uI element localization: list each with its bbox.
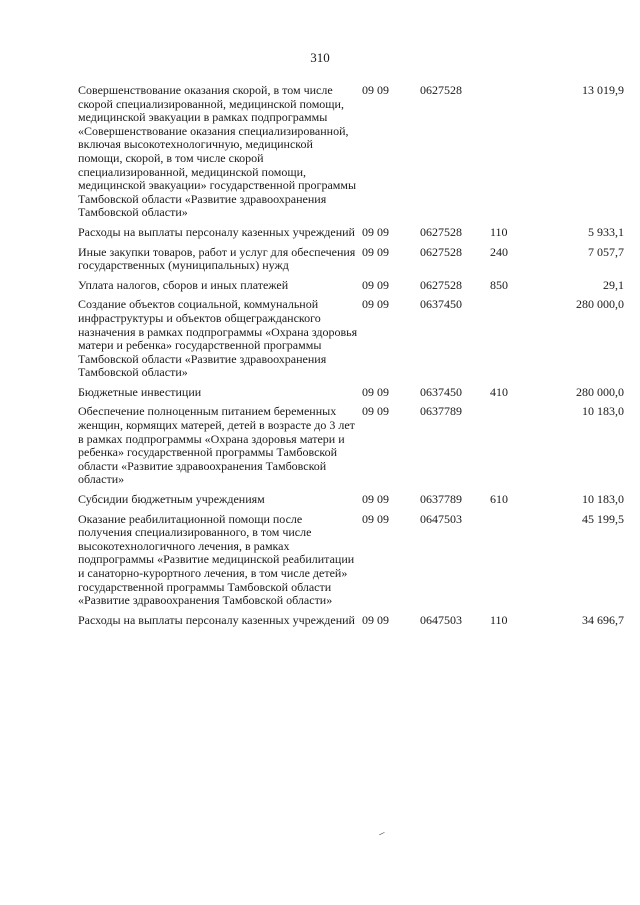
row-name: Совершенствование оказания скорой, в том числе скорой специализированной, медицинской помощи, медицинской эвакуации в рамках подпрограммы «Совершенствование оказания специализированной, включая высокотехнологичную, медицинской помощи, скорой, в том числе скорой специализированной, медицинской помощи, медицинской эвакуации» государственной программы Тамбовской области «Развитие здравоохранения Тамбовской области» [78, 83, 357, 220]
row-amount: 10 183,0 [582, 492, 624, 507]
table-row [78, 405, 624, 493]
row-section-code: 09 09 [362, 277, 389, 292]
row-amount: 45 199,5 [582, 511, 624, 526]
row-expense-type: 610 [490, 492, 508, 507]
budget-table-body [78, 84, 624, 633]
row-amount: 10 183,0 [582, 404, 624, 419]
row-name: Обеспечение полноценным питанием беременных женщин, кормящих матерей, детей в возрасте до 3 лет в рамках подпрограммы «Охрана здоровья матери и ребенка» государственной программы Тамбовской области «Развитие здравоохранения Тамбовской области» [78, 404, 355, 487]
row-target-code: 0637450 [420, 297, 462, 312]
row-target-code: 0627528 [420, 244, 462, 259]
row-amount: 13 019,9 [582, 83, 624, 97]
table-row [78, 386, 624, 406]
row-expense-type [490, 513, 524, 614]
row-section-code: 09 09 [362, 384, 389, 399]
table-row [78, 84, 624, 226]
row-name: Уплата налогов, сборов и иных платежей [78, 277, 289, 292]
row-target-code: 0637450 [420, 384, 462, 399]
row-section-code: 09 09 [362, 224, 389, 239]
row-section-code: 09 09 [362, 511, 389, 526]
row-expense-type: 110 [490, 224, 508, 239]
row-amount: 29,1 [603, 277, 624, 292]
table-row [78, 493, 624, 513]
row-name: Иные закупки товаров, работ и услуг для обеспечения государственных (муниципальных) нужд [78, 244, 356, 273]
row-name: Расходы на выплаты персоналу казенных учреждений [78, 224, 355, 239]
row-name: Создание объектов социальной, коммунальной инфраструктуры и объектов общегражданского назначения в рамках подпрограммы «Охрана здоровья матери и ребенка» государственной программы Тамбовской области «Развитие здравоохранения Тамбовской области» [78, 297, 358, 380]
row-amount: 280 000,0 [576, 384, 624, 399]
row-name: Расходы на выплаты персоналу казенных учреждений [78, 612, 355, 627]
table-row [78, 513, 624, 614]
row-target-code: 0627528 [420, 224, 462, 239]
table-row [78, 614, 624, 634]
row-name: Оказание реабилитационной помощи после получения специализированного, в том числе высокотехнологичного лечения, в рамках подпрограммы «Развитие медицинской реабилитации и санаторно-курортного лечения, в том числе детей» государственной программы Тамбовской области «Развитие здравоохранения Тамбовской области» [78, 511, 355, 608]
row-name: Бюджетные инвестиции [78, 384, 202, 399]
row-target-code: 0637789 [420, 404, 462, 419]
budget-table [78, 84, 624, 633]
row-name: Субсидии бюджетным учреждениям [78, 492, 265, 507]
row-expense-type [490, 405, 524, 493]
row-expense-type [490, 84, 524, 226]
row-section-code: 09 09 [362, 297, 389, 312]
row-expense-type [490, 298, 524, 386]
row-amount: 34 696,7 [582, 612, 624, 627]
table-row [78, 246, 624, 279]
table-row [78, 298, 624, 386]
row-target-code: 0637789 [420, 492, 462, 507]
page-number: 310 [310, 50, 330, 65]
row-expense-type: 410 [490, 384, 508, 399]
row-target-code: 0627528 [420, 277, 462, 292]
row-section-code: 09 09 [362, 612, 389, 627]
row-amount: 280 000,0 [576, 297, 624, 312]
row-amount: 7 057,7 [588, 244, 624, 259]
row-expense-type: 240 [490, 244, 508, 259]
scan-mark: ⸝ [377, 823, 389, 839]
row-expense-type: 850 [490, 277, 508, 292]
row-section-code: 09 09 [362, 244, 389, 259]
table-row [78, 279, 624, 299]
row-section-code: 09 09 [362, 492, 389, 507]
row-expense-type: 110 [490, 612, 508, 627]
row-target-code: 0627528 [420, 83, 462, 97]
row-section-code: 09 09 [362, 83, 389, 97]
row-amount: 5 933,1 [588, 224, 624, 239]
row-target-code: 0647503 [420, 612, 462, 627]
row-target-code: 0647503 [420, 511, 462, 526]
table-row [78, 226, 624, 246]
row-section-code: 09 09 [362, 404, 389, 419]
